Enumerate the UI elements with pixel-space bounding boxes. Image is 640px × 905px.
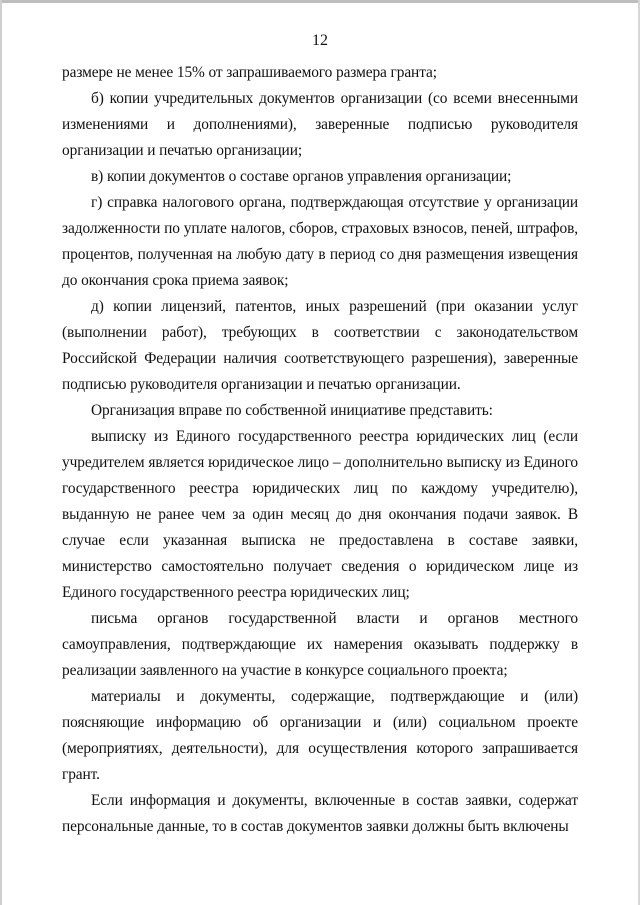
paragraph-item-d: д) копии лицензий, патентов, иных разрешений (при оказании услуг (выполнении работ), требующих в соответствии с законодательством Российской Федерации наличия соответствующего разрешения), заверенные подписью руководителя организации и печатью организации. [62, 298, 578, 393]
page-left-edge [0, 0, 2, 905]
paragraph-continuation: размере не менее 15% от запрашиваемого размера гранта; [62, 64, 437, 81]
page-number: 12 [312, 32, 328, 49]
paragraph-item-b: б) копии учредительных документов организации (со всеми внесенными изменениями и дополнениями), заверенные подписью руководителя организации и печатью организации; [62, 90, 578, 159]
paragraph-item-g: г) справка налогового органа, подтверждающая отсутствие у организации задолженности по уплате налогов, сборов, страховых взносов, пеней, штрафов, процентов, полученная на любую дату в период со дня размещения извещения до окончания срока приема заявок; [62, 194, 578, 289]
page-top-edge [0, 0, 640, 3]
paragraph-optional-intro: Организация вправе по собственной инициативе представить: [91, 402, 493, 419]
paragraph-authority-letters: письма органов государственной власти и органов местного самоуправления, подтверждающие их намерения оказывать поддержку в реализации заявленного на участие в конкурсе социального проекта; [62, 610, 578, 679]
paragraph-registry-extract: выписку из Единого государственного реестра юридических лиц (если учредителем является юридическое лицо – дополнительно выписку из Единого государственного реестра юридических лиц по каждому учредителю), выданную не ранее чем за один месяц до дня окончания подачи заявок. В случае если указанная выписка не предоставлена в составе заявки, министерство самостоятельно получает сведения о юридическом лице из Единого государственного реестра юридических лиц; [62, 428, 578, 601]
paragraph-item-v: в) копии документов о составе органов управления организации; [91, 168, 512, 185]
document-body [62, 60, 578, 840]
paragraph-personal-data: Если информация и документы, включенные в состав заявки, содержат персональные данные, то в состав документов заявки должны быть включены [62, 792, 578, 835]
paragraph-materials: материалы и документы, содержащие, подтверждающие и (или) поясняющие информацию об организации и (или) социальном проекте (мероприятиях, деятельности), для осуществления которого запрашивается грант. [62, 688, 578, 783]
